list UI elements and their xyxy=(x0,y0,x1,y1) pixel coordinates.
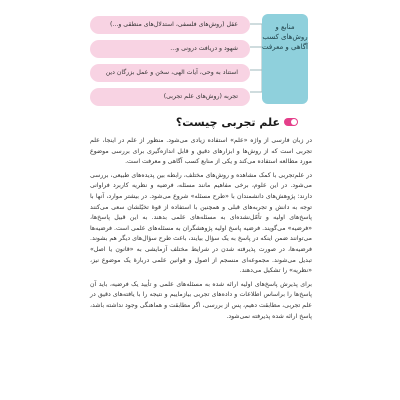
source-experience: تجربه (روش‌های علم تجربی) xyxy=(90,88,250,106)
paragraph: در علم‌تجربی با کمک مشاهده و روش‌های مختلف، رابطه بین پدیده‌های طبیعی، بررسی می‌شود. در این علوم، برخی مفاهیم مانند مسئله، فرضیه و نظریه کاربرد فراوانی دارند: پژوهش‌های دانشمندان با «طرح مسئله» شروع می‌شود. در بیشتر موارد، آنها با توجه به دانش و تجربه‌های قبلی و همچنین با استفاده از قوهٔ تخیّلشان سعی می‌کنند پاسخ‌های اولیه و تأمّل‌نشده‌ای به مسئله‌های علمی بدهند. به این قبیل پاسخ‌ها، «فرضیه» می‌گویند. فرضیه پاسخ اولیه پژوهشگران به مسئله‌های علمی است. فرضیه‌ها می‌توانند ضمن اینکه در پاسخ به یک سؤال بیایند، باعث طرح سؤال‌های دیگر هم بشوند. فرضیه‌ها، در صورت پذیرفته شدن در شرایط مختلف آزمایشی به «قانون یا اصل» تبدیل می‌شوند. مجموعه‌ای منسجم از اصول و قوانین علمی دربارهٔ یک موضوع نیز، «نظریه» را تشکیل می‌دهند. xyxy=(90,171,312,275)
source-list xyxy=(90,16,250,112)
paragraph: در زبان فارسی از واژه «علم» استفاده زیادی می‌شود. منظور از علم در اینجا، علم تجربی است که از روش‌ها و ابزارهای دقیق و قابل اندازه‌گیری برای بررسی موضوع مورد مطالعه استفاده می‌کند و یکی از منابع کسب آگاهی و معرفت است. xyxy=(90,137,312,166)
knowledge-sources-hub: منابع و روش‌های کسب آگاهی و معرفت xyxy=(262,14,308,104)
source-revelation: استناد به وحی، آیات الهی، سخن و عمل بزرگان دین xyxy=(90,64,250,82)
section-body xyxy=(90,136,312,325)
sources-diagram xyxy=(0,0,400,112)
toggle-icon xyxy=(284,118,298,126)
source-reason: عقل (روش‌های فلسفی، استدلال‌های منطقی و...) xyxy=(90,16,250,34)
section-title: علم تجربی چیست؟ xyxy=(175,116,280,129)
paragraph: برای پذیرش پاسخ‌های اولیه ارائه شده به مسئله‌های علمی و تأیید یک فرضیه، باید آن پاسخ‌ها را براساس اطلاعات و داده‌های تجربی بیازماییم و نتیجه را با یافته‌های دقیق در علم تجربی، مطابقت دهیم، پس از بررسی، اگر مطابقت و هماهنگی وجود نداشته باشد، پاسخ ارائه شده پذیرفته نمی‌شود. xyxy=(90,280,312,320)
source-intuition: شهود و دریافت درونی و... xyxy=(90,40,250,58)
